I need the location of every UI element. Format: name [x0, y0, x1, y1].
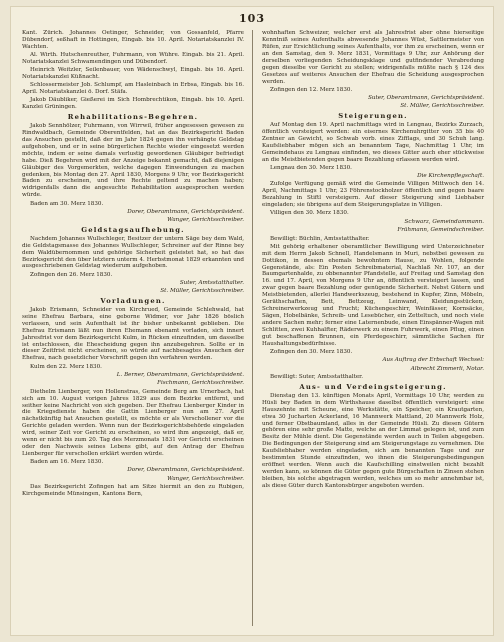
paragraph: Heinrich Weitzler, Seilenbauer, von Wädenschwyl, Eingab. bis 16. April. Notariatskanzlei Küßnacht.: [22, 67, 244, 81]
paragraph: Mit gehörig erhaltener oberamtlicher Bewilligung wird Unterzeichneter mit dem Herrn Jakob Schnell, Handelsmann in Muri, nebstbei gewesen zu Dottikon, in dessen ehemals bewohntem Hause, zu Wohlen, folgende Gegenstände, als: Ein Posten Schreibmaterial, Nachlaß Nr. 107, an der Baumgartenhalde, zu obbenannter Pfandstelle, auf Freitag und Samstag den 16. und 17. April, von Morgens 9 Uhr an, öffentlich versteigert lassen, und zwar gegen baare Bezahlung oder genügende Sicherheit. Nebst Gütern und Meistbietenden, allerlei Handwerkszeug, bestehend in Kupfer, Zinn, Möbeln, Geräthschaften, Bett, Bettzeug, Leinwand, Kleidungsstücken, Schreinerwerkzeug und Frucht; Küchengeschirr, Weinfässer, Kornsäcke, Sägen, Hobelbänke, Schreib- und Lesebücher, ein Zetteltuch, und noch viele andere Sachen mehr; ferner eine Laternenbude, einen Einspänner-Wagen mit Schlitten, zwei Kuhhalfter, Räderwerk zu einem Fuhrwerk, einen Pflug, einen gut beschaffenen Brunnen, ein Pferdegeschirr, sämmtliche Sachen für Haushaltungsbedürfnisse.: [262, 243, 484, 347]
paragraph: Zofingen den 26. Merz 1830.: [30, 271, 113, 278]
section-heading: Vorladungen.: [100, 296, 166, 305]
signature-line: St. Müller, Gerichtsschreiber.: [160, 288, 244, 295]
paragraph: Dienstag den 13. künftigen Monats April, Vormittags 10 Uhr, werden zu Hüsli bey Baden in dem Wirthshause daselbst öffentlich versteigert: eine Hauszehnte mit Scheune, eine Werkstätte, ein Speicher, ein Krautgarten, etwa 30 Jucharten Ackerland, 16 Mannwerk Mattland, 20 Mannwerk Holz, und ferner Obstbaumland, alles in der Gemeinde Hüsli. Zu diesen Gütern gehören eine sehr große Matte, welche an der Limmat gelegen ist, und zum Besitz der Mühle dient. Die Gegenstände werden auch in Teilen abgegeben. Die Bedingungen der Steigerung sind am Steigerungstage zu vernehmen. Die Kaufsliebhaber werden eingeladen, sich am benannten Tage und zur bestimmten Stunde einzufinden, wo ihnen die Steigerungsbedingungen eröffnet werden. Wenn auch die Kaufschilling einstweilen nicht bezahlt werden kann, so können die Güter gegen gute Bürgschaften in Zinsen stehen bleiben, bis solche abgetragen werden, welches um so mehr annehmbar ist, als diese Güter durch Kantonsbürger angeboten werden.: [262, 392, 484, 490]
column-divider: [252, 30, 253, 626]
paragraph: Jakob Erismann, Schneider von Kirchrued, Gemeinde Schlehwald, hat seine Ehefrau Barbara, eine geborne Widmer, vor Jahr 1826 böslich verlassen, und sein Aufenthalt ist ihr bisher unbekannt geblieben. Die Ehefrau Erismann läßt nun ihren Ehemann ebenamt vorladen, sich innert Jahresfrist vor dem Bezirksgericht Kulm, in Rücken einzufinden, um dasselbe ist entschlossen, die Ehescheidung gegen ihn anzubegehren. Sollte er in dieser Zeitfrist nicht erscheinen, so würde auf nachbesagtes Ansuchen der Ehefrau, nach gesetzlicher Vorschrift gegen ihn verfahren werden.: [22, 306, 244, 362]
paragraph: Nachdem Johannes Wullschleger, Besitzer der untern Säge bey dem Wald, die Geldstagsmasse des Johannes Wullschleger, Schreiner auf der Rinne bey dem Waldübernommen und gehörige Sicherheit geleistet hat, so hat das Bezirksgericht den über letztern unterm 4. Herbstmonat 1829 erkannten und ausgeschriebenen Geldstag wiederum aufgehoben.: [22, 235, 244, 270]
paragraph: Villigen den 30. Merz 1830.: [270, 210, 349, 217]
paragraph: Auf Montag den 19. April nachmittags wird in Lengnau, Bezirks Zurzach, öffentlich versteigert werden: ein eisernes Kirchenuhrgitter von 35 bis 40 Zentner an Gewicht, so Schwab vorb. eines Zifflags, und 30 Schuh lang. Kaufsliebhaber mögen sich an benanntem Tage, Nachmittag 1 Uhr, im Gemeindehaus zu Lengnau einfinden, wo dieses Gitter auch eher stückweise an die Meistbietenden gegen baare Bezahlung erlassen werden wird.: [262, 121, 484, 163]
newspaper-page: [10, 6, 494, 636]
paragraph: Kulm den 22. Merz 1830.: [30, 363, 102, 370]
paragraph: Bewilligt: Suter, Amtsstatthalter.: [270, 374, 363, 381]
signature-line: Schwarz, Gemeindammann.: [404, 218, 484, 225]
paragraph: Jakob Sennhölzer, Fuhrmann, von Wirrwil, früher angesessen gewesen zu Rindwaldbach, Gemeinde Oberentfelden, hat an das Bezirksgericht Baden das Ansuchen gestellt, daß der im Jahr 1824 gegen ihn verhängte Geldstag aufgehoben, und er in seine bürgerlichen Rechte wieder eingesetzt werden möchte, indem er seine damals verlustig gewordenen Gläubiger befriedigt habe. Dieß Begehren wird mit der Anzeige bekannt gemacht, daß diejenigen Gläubiger des Vorgemerkten, welche dagegen Einwendungen zu machen gedenken, bis Montag den 27. April 1830, Morgens 9 Uhr, vor Bezirksgericht Baden zu erscheinen, und ihre Rechte geltend zu machen haben; widrigenfalls dann die angesuchte Rehabilitation ausgesprochen werden würde.: [22, 122, 244, 199]
section-heading: Geldstagsaufhebung.: [81, 225, 185, 234]
paragraph: Das Bezirksgericht Zofingen hat am Sitze hiermit an den zu Rubigen, Kirchgemeinde Münsingen, Kantons Bern,: [22, 484, 244, 498]
paragraph: wohnhaften Schweizer, welcher erst als Jahresfrist aber ohne hierseitige Kenntniß seines Aufenthalts abwesende Johannes Wüst, Sattlermeister von Rüfen, zur Ersichtlichung seines Aufenthalts, vor ihm zu erscheinen, wenn er an den Samstag, den 9. Merz 1831, Vormittags 9 Uhr, zur Anhörung der derselben vorliegenden Scheidungsklage und gutfindender Verabredung gegen dieselbe vor Gericht zu stellen; widrigenfalls müßte nach § 124 des Gesetzes auf weiteres Ansuchen der Ehefrau die Scheidung ausgesprochen werden.: [262, 30, 484, 85]
paragraph: Zofingen den 12. Merz 1830.: [270, 86, 353, 93]
paragraph: Al. Wirth. Hutschenreuther, Fuhrmann, von Wühre. Eingab. bis 21. April. Notariatskanzlei Schwamendingen und Dübendorf.: [22, 52, 244, 65]
signature-line: Suter, Amtsstatthalter.: [179, 279, 244, 286]
signature-line: Albrecht Zimmerli, Notar.: [410, 365, 484, 372]
signature-line: Fischmann, Gerichtsschreiber.: [157, 380, 244, 387]
section-heading: Aus- und Verdeingsteigerung.: [299, 382, 447, 391]
signature-line: Dorer, Oberamtmann, Gerichtspräsident.: [127, 467, 244, 474]
page-number: 103: [239, 12, 265, 25]
paragraph: Baden am 16. Merz 1830.: [30, 459, 104, 466]
paragraph: Jakob Däubliker, Gießerei im Sich Hombrechtikon, Eingab. bis 10. April. Kanzlei Grüningen.: [22, 97, 244, 111]
left-column: [22, 30, 244, 499]
signature-line: Wanger, Gerichtsschreiber.: [167, 475, 244, 482]
paragraph: Baden am 30. Merz 1830.: [30, 200, 104, 207]
paragraph: Zofingen den 30. Merz 1830.: [270, 349, 353, 356]
section-heading: Rehabilitations-Begehren.: [67, 112, 199, 121]
signature-line: Aus Auftrag der Erbschaft Wechsel:: [382, 357, 484, 364]
signature-line: Frühmann, Gemeindschreiber.: [397, 227, 484, 234]
paragraph: Diethelm Lienberger, von Hollenstras, Gemeinde Berg am Urnerbach, hat sich am 10. August vorigen Jahres 1829 aus dem Bezirke entfernt, und seither keine Nachricht von sich gegeben. Der Ehefrau Lienberger Kinder in die Kriegsdienste haben die Gattin Lienberger nun am 27. April nächstkünftig hat Ansuchen gestellt, es möchte er als Verschollener vor die Gerichte geladen werden. Wenn nun der Bezirksgerichtsbehörde eingeladen wird, seiner Zeit vor Gericht zu erscheinen, so wird ihm angezeigt, daß er, wenn er nicht bis zum 20. Tag des Merzmonats 1831 vor Gericht erscheinen oder den Nachweis seines Lebens gibt, auf den Antrag der Ehefrau Lienberger für verschollen erklärt werden würde.: [22, 388, 244, 458]
section-heading: Steigerungen.: [338, 111, 408, 120]
paragraph: Zufolge Verfügung gemäß wird die Gemeinde Villigen Mittwoch den 14. April, Nachmittags 1 Uhr, 23 Föhrenstockholzer öffentlich und gegen baare Bezahlung in Stiftl versteigern. Auf dieser Steigerung sind Liebhaber eingeladen; sie übrigens auf dem Steigerungsplatze in Villigen.: [262, 181, 484, 209]
signature-line: L. Berner, Oberamtmann, Gerichtspräsident.: [116, 371, 244, 378]
paragraph: Schlossermeister Job. Schlumpf, am Hasleinbach in Erbsa, Eingab. bis 16. April. Notariatskanzlei ö. Dorf. Stäfa.: [22, 82, 244, 96]
signature-line: Suter, Oberamtmann, Gerichtspräsident.: [368, 94, 484, 101]
paragraph: Bewilligt: Büchlin, Amtsstatthalter.: [270, 235, 370, 242]
signature-line: Dorer, Oberamtmann, Gerichtspräsident.: [127, 208, 244, 215]
right-column: [262, 30, 484, 491]
paragraph: Kant. Zürich. Johannes Oetinger, Schneider, von Gossanfeld, Pfarre Dübendorf, seßhaft in Hottingen, Eingab. bis 10. April. Notariatskanzlei IV. Wachten.: [22, 30, 244, 50]
signature-line: Die Kirchenpflegschaft.: [417, 173, 484, 179]
signature-line: St. Müller, Gerichtsschreiber.: [400, 103, 484, 110]
signature-line: Wanger, Gerichtsschreiber.: [167, 217, 244, 224]
paragraph: Lengnau den 30. Merz 1830.: [270, 164, 352, 171]
